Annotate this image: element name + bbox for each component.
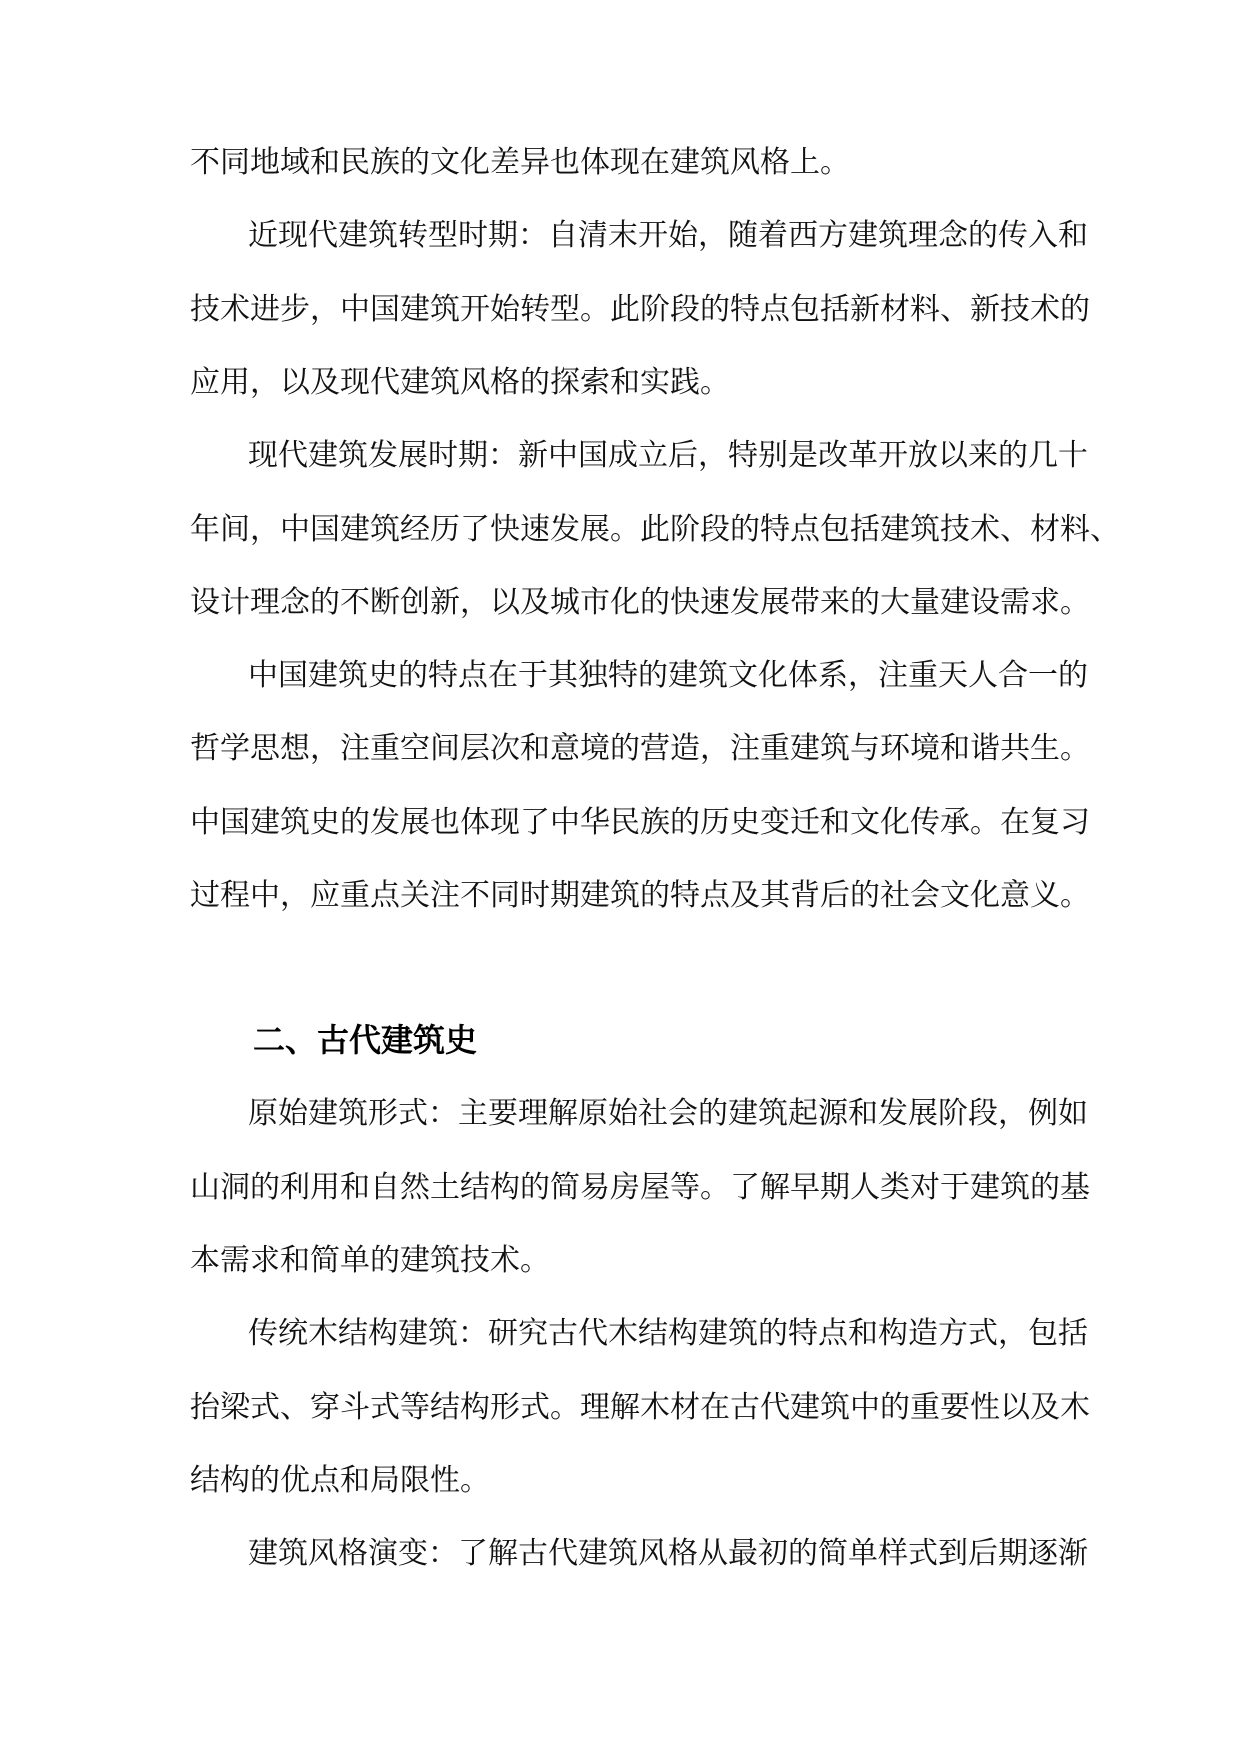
- body-text-line: 建筑风格演变：了解古代建筑风格从最初的简单样式到后期逐渐: [248, 1536, 1088, 1571]
- body-text-line: 应用，以及现代建筑风格的探索和实践。: [190, 365, 730, 400]
- body-text-line: 中国建筑史的特点在于其独特的建筑文化体系，注重天人合一的: [248, 658, 1088, 693]
- body-text-line: 过程中，应重点关注不同时期建筑的特点及其背后的社会文化意义。: [190, 878, 1090, 913]
- body-text-line: 不同地域和民族的文化差异也体现在建筑风格上。: [190, 145, 850, 180]
- section-heading: 二、古代建筑史: [253, 1021, 478, 1059]
- body-text-line: 抬梁式、穿斗式等结构形式。理解木材在古代建筑中的重要性以及木: [190, 1390, 1090, 1425]
- body-text-line: 传统木结构建筑：研究古代木结构建筑的特点和构造方式，包括: [248, 1316, 1088, 1351]
- body-text-line: 原始建筑形式：主要理解原始社会的建筑起源和发展阶段，例如: [248, 1096, 1088, 1131]
- body-text-line: 现代建筑发展时期：新中国成立后，特别是改革开放以来的几十: [248, 438, 1088, 473]
- body-text-line: 哲学思想，注重空间层次和意境的营造，注重建筑与环境和谐共生。: [190, 731, 1090, 766]
- body-text-line: 近现代建筑转型时期：自清末开始，随着西方建筑理念的传入和: [248, 218, 1088, 253]
- body-text-line: 设计理念的不断创新，以及城市化的快速发展带来的大量建设需求。: [190, 585, 1090, 620]
- body-text-line: 技术进步，中国建筑开始转型。此阶段的特点包括新材料、新技术的: [190, 292, 1090, 327]
- body-text-line: 山洞的利用和自然土结构的简易房屋等。了解早期人类对于建筑的基: [190, 1170, 1090, 1205]
- body-text-line: 结构的优点和局限性。: [190, 1463, 490, 1498]
- body-text-line: 中国建筑史的发展也体现了中华民族的历史变迁和文化传承。在复习: [190, 805, 1090, 840]
- body-text-line: 年间，中国建筑经历了快速发展。此阶段的特点包括建筑技术、材料、: [190, 512, 1120, 547]
- body-text-line: 本需求和简单的建筑技术。: [190, 1243, 550, 1278]
